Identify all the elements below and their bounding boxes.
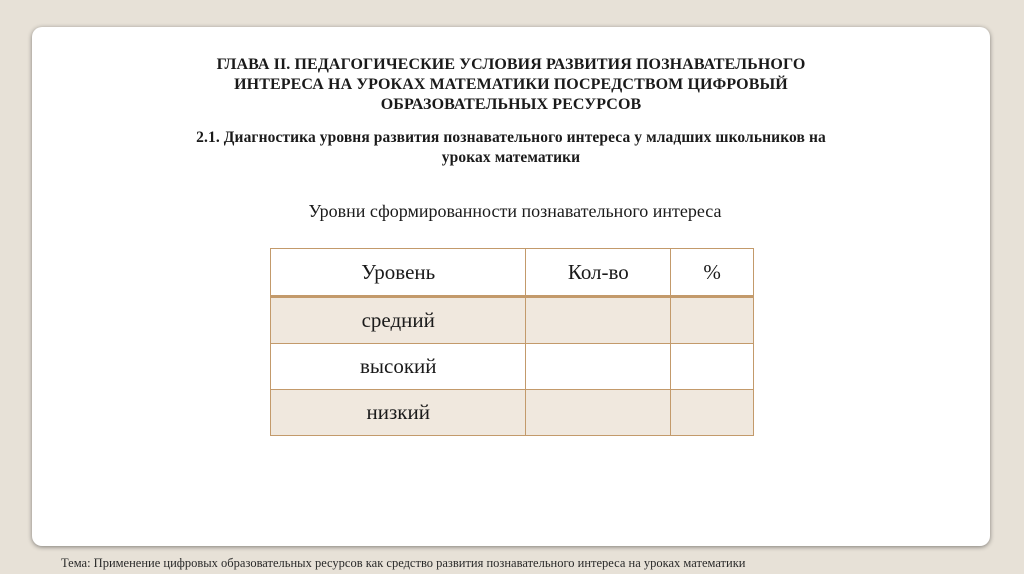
header-level: Уровень [271, 249, 526, 297]
levels-table [270, 248, 754, 436]
header-count: Кол-во [526, 249, 671, 297]
chapter-title-line: ОБРАЗОВАТЕЛЬНЫХ РЕСУРСОВ [380, 96, 642, 113]
chapter-title [32, 55, 990, 115]
table-row [271, 390, 754, 436]
table-row [271, 344, 754, 390]
section-title-line: 2.1. Диагностика уровня развития познавательного интереса у младших школьников на [196, 129, 826, 146]
percent-cell [671, 390, 754, 436]
section-title [32, 128, 990, 168]
slide [32, 27, 990, 546]
footer-topic: Тема: Применение цифровых образовательных ресурсов как средство развития познавательного интереса на уроках математики [61, 556, 746, 570]
count-cell [526, 390, 671, 436]
table-header-row [271, 249, 754, 297]
level-cell: средний [271, 297, 526, 344]
chapter-title-line: ГЛАВА II. ПЕДАГОГИЧЕСКИЕ УСЛОВИЯ РАЗВИТИЯ ПОЗНАВАТЕЛЬНОГО [216, 56, 806, 73]
section-title-line: уроках математики [441, 149, 581, 166]
count-cell [526, 344, 671, 390]
header-percent: % [671, 249, 754, 297]
percent-cell [671, 297, 754, 344]
table-row [271, 297, 754, 344]
level-cell: высокий [271, 344, 526, 390]
chapter-title-line: ИНТЕРЕСА НА УРОКАХ МАТЕМАТИКИ ПОСРЕДСТВОМ ЦИФРОВЫЙ [234, 76, 788, 93]
table-caption: Уровни сформированности познавательного интереса [308, 201, 722, 221]
count-cell [526, 297, 671, 344]
percent-cell [671, 344, 754, 390]
level-cell: низкий [271, 390, 526, 436]
